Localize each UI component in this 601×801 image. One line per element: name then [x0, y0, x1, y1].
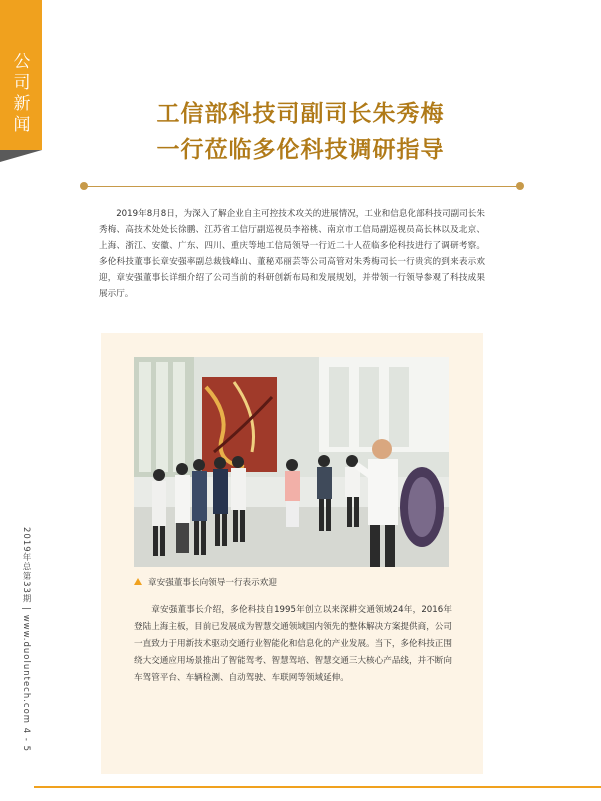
article-body: 章安强董事长介绍，多伦科技自1995年创立以来深耕交通领域24年，2016年登陆上海主板，目前已发展成为智慧交通领域国内领先的整体解决方案提供商，公司一直致力于用新技术驱动交通行业智能化和信息化的产业发展。当下，多伦科技正围绕大交通应用场景推出了智能驾考、智慧驾培、智慧交通三大核心产品线，并不断向车驾管平台、车辆检测、自动驾驶、车联网等领域延伸。: [134, 605, 452, 683]
article-title-line1: 工信部科技司副司长朱秀梅: [156, 101, 445, 127]
section-label: 公司新闻: [13, 52, 31, 135]
article-intro: 2019年8月8日，为深入了解企业自主可控技术攻关的进展情况，工业和信息化部科技司副司长朱秀梅、高技术处处长徐鹏、江苏省工信厅副巡视员李裕桃、南京市工信局副巡视员高长林以及北京、上海、浙江、安徽、广东、四川、重庆等地工信局领导一行近二十人莅临多伦科技进行了调研考察。多伦科技董事长章安强率副总裁钱峰山、董秘邓丽芸等公司高管对朱秀梅司长一行贵宾的到来表示欢迎，章安强董事长详细介绍了公司当前的科研创新布局和发展规划，并带领一行领导参观了科技成果展示厅。: [99, 209, 485, 299]
issue-side-text: 2019年总第33期 | www.duoluntech.com 4 - 5: [21, 527, 31, 753]
divider-dot-right: [516, 182, 524, 190]
photo-caption: [134, 576, 454, 588]
title-divider: [84, 186, 520, 187]
article-title-line2: 一行莅临多伦科技调研指导: [156, 137, 445, 163]
article-photo: [134, 357, 449, 567]
footer-rule: [34, 786, 601, 788]
photo-caption-text: 章安强董事长向领导一行表示欢迎: [148, 578, 277, 588]
meeting-photo-illustration: [134, 357, 449, 567]
divider-dot-left: [80, 182, 88, 190]
triangle-icon: [134, 578, 142, 585]
